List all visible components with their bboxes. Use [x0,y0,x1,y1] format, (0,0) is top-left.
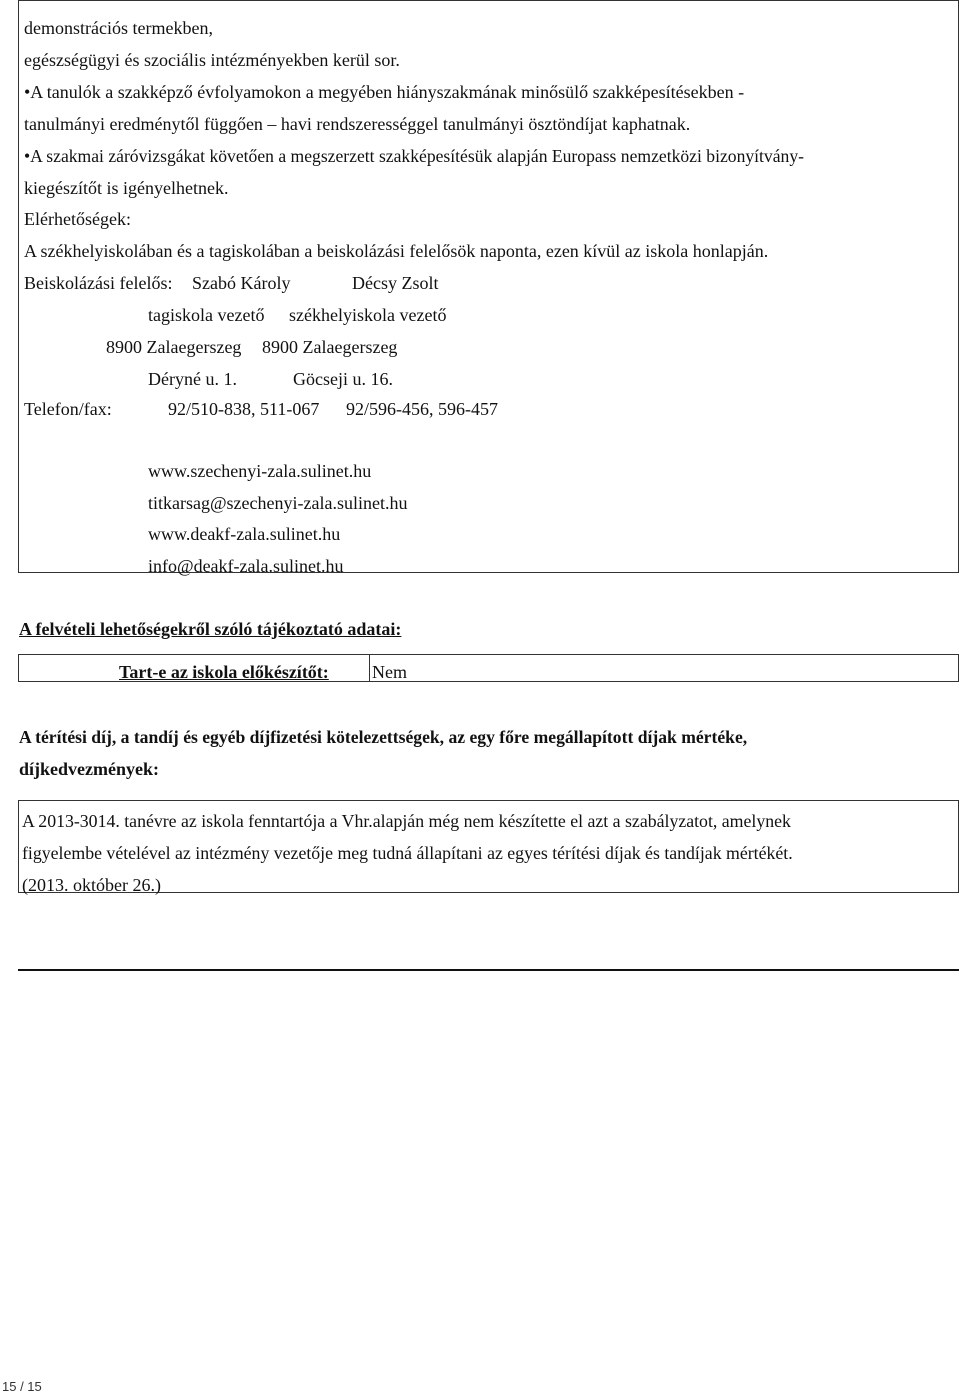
phone-label: Telefon/fax: [24,399,112,419]
fees-text: figyelembe vételével az intézmény vezetője meg tudná állapítani az egyes térítési díjak és tandíjak mértékét. [22,843,793,863]
divider [18,969,959,971]
responsible-label: Beiskolázási felelős: [24,273,173,293]
person2-name: Décsy Zsolt [352,273,439,293]
intro-line: tanulmányi eredménytől függően – havi rendszerességgel tanulmányi ösztöndíjat kaphatnak. [24,114,691,134]
email-link[interactable]: info@deakf-zala.sulinet.hu [148,556,344,576]
contacts-heading: Elérhetőségek: [24,209,131,229]
fees-heading: díjkedvezmények: [19,759,159,779]
fees-text: (2013. október 26.) [22,875,161,895]
bullet-line: •A tanulók a szakképző évfolyamokon a megyében hiányszakmának minősülő szakképesítésekben - [24,82,745,102]
intro-line: A székhelyiskolában és a tagiskolában a beiskolázási felelősök naponta, ezen kívül az iskola honlapján. [24,241,769,261]
phone2: 92/596-456, 596-457 [346,399,498,419]
city2: 8900 Zalaegerszeg [262,337,398,357]
person2-role: székhelyiskola vezető [289,305,447,325]
intro-line: egészségügyi és szociális intézményekben kerül sor. [24,50,400,70]
website-link[interactable]: www.deakf-zala.sulinet.hu [148,524,341,544]
fees-text: A 2013-3014. tanévre az iskola fenntartója a Vhr.alapján még nem készítette el azt a szabályzatot, amelynek [22,811,791,831]
bullet-line: •A szakmai záróvizsgákat követően a megszerzett szakképesítésük alapján Europass nemzetközi bizonyítvány- [24,146,804,166]
website-link[interactable]: www.szechenyi-zala.sulinet.hu [148,461,372,481]
intro-line: demonstrációs termekben, [24,18,213,38]
email-link[interactable]: titkarsag@szechenyi-zala.sulinet.hu [148,493,408,513]
city1: 8900 Zalaegerszeg [106,337,242,357]
intro-line: kiegészítőt is igényelhetnek. [24,178,229,198]
admission-heading: A felvételi lehetőségekről szóló tájékoztató adatai: [19,619,402,639]
page-number: 15 / 15 [2,1379,42,1394]
street2: Göcseji u. 16. [293,369,393,389]
phone1: 92/510-838, 511-067 [168,399,320,419]
fees-heading: A térítési díj, a tandíj és egyéb díjfizetési kötelezettségek, az egy főre megállapított díjak mértéke, [19,727,748,747]
prep-divider [369,655,370,681]
street1: Déryné u. 1. [148,369,237,389]
person1-name: Szabó Károly [192,273,291,293]
prep-label: Tart-e az iskola előkészítőt: [119,662,329,682]
prep-value: Nem [372,662,407,682]
person1-role: tagiskola vezető [148,305,265,325]
